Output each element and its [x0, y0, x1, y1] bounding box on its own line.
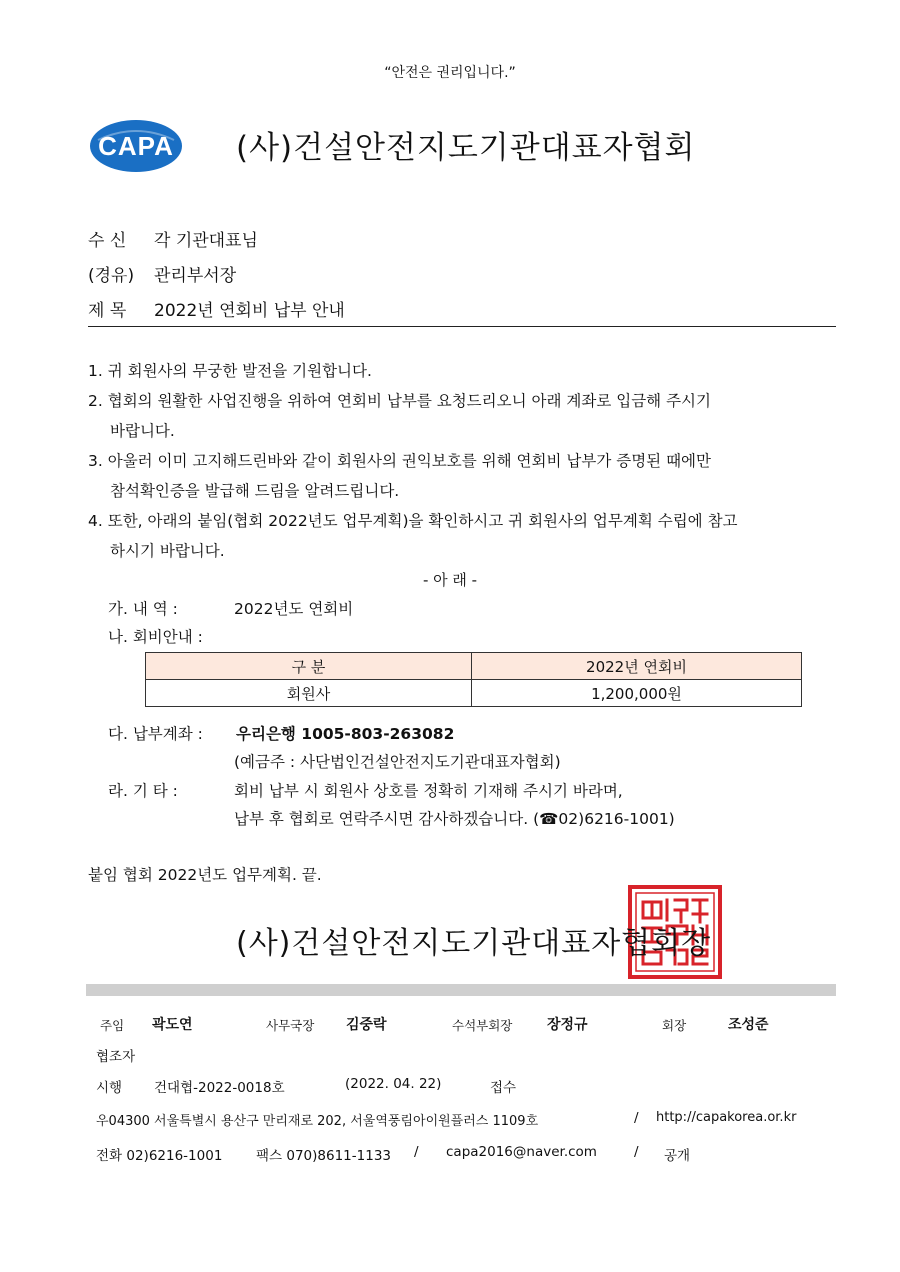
enforce-number: 건대협-2022-0018호 — [154, 1080, 285, 1096]
logo-text: CAPA — [98, 131, 174, 161]
enforce-label: 시행 — [96, 1080, 123, 1096]
item-ra-line-2: 납부 후 협회로 연락주시면 감사하겠습니다. (☎02)6216-1001) — [234, 810, 675, 828]
homepage-link[interactable]: http://capakorea.or.kr — [656, 1110, 797, 1125]
bank-account: 우리은행 1005-803-263082 — [236, 725, 455, 743]
signer-role: 주임 — [100, 1018, 125, 1033]
attachment-note: 붙임 협회 2022년도 업무계획. 끝. — [88, 866, 322, 884]
fee-table-header-fee: 2022년 연회비 — [472, 653, 802, 680]
fee-table — [145, 652, 802, 707]
details-heading: - 아 래 - — [422, 571, 478, 589]
cooperator-label: 협조자 — [96, 1049, 136, 1065]
subject: 2022년 연회비 납부 안내 — [154, 301, 345, 321]
item-ga-value: 2022년도 연회비 — [234, 600, 354, 618]
signer-name: 김중락 — [346, 1017, 387, 1033]
signer-role: 사무국장 — [266, 1018, 315, 1033]
disclosure-status: 공개 — [664, 1148, 691, 1164]
subject-label: 제 목 — [88, 301, 127, 321]
separator: / — [634, 1144, 639, 1160]
item-ra-line-1: 회비 납부 시 회원사 상호를 정확히 기재해 주시기 바라며, — [234, 782, 623, 800]
signer-name: 조성준 — [728, 1017, 769, 1033]
address: 우04300 서울특별시 용산구 만리재로 202, 서울역풍림아이원플러스 1109호 — [96, 1114, 539, 1129]
fax-number: 팩스 070)8611-1133 — [256, 1148, 391, 1164]
paragraph-4-line-2: 하시기 바랍니다. — [110, 542, 225, 560]
via: 관리부서장 — [154, 266, 237, 286]
fee-table-header-category: 구 분 — [146, 653, 472, 680]
recipient-label: 수 신 — [88, 231, 127, 251]
header-divider — [88, 326, 836, 327]
footer-divider-bar — [86, 984, 836, 996]
paragraph-1: 1. 귀 회원사의 무궁한 발전을 기원합니다. — [88, 362, 372, 380]
signer-role: 회장 — [662, 1018, 687, 1033]
via-label: (경유) — [88, 266, 135, 286]
signer-role: 수석부회장 — [452, 1018, 513, 1033]
fee-table-cell-category: 회원사 — [146, 680, 472, 707]
item-da-label: 다. 납부계좌 : — [108, 725, 203, 743]
capa-logo — [88, 118, 184, 174]
paragraph-4-line-1: 4. 또한, 아래의 붙임(협회 2022년도 업무계획)을 확인하시고 귀 회원사의 업무계획 수립에 참고 — [88, 512, 738, 530]
item-na-label: 나. 회비안내 : — [108, 628, 203, 646]
org-title: (사)건설안전지도기관대표자협회 — [236, 130, 696, 166]
receive-label: 접수 — [490, 1080, 517, 1096]
enforce-date: (2022. 04. 22) — [345, 1076, 442, 1092]
phone-number: 전화 02)6216-1001 — [96, 1148, 223, 1164]
recipient: 각 기관대표님 — [154, 231, 258, 251]
signer-name: 곽도연 — [152, 1017, 193, 1033]
email-link[interactable]: capa2016@naver.com — [446, 1144, 597, 1160]
table-row — [146, 680, 802, 707]
paragraph-3-line-1: 3. 아울러 이미 고지해드린바와 같이 회원사의 권익보호를 위해 연회비 납부가 증명된 때에만 — [88, 452, 711, 470]
separator: / — [634, 1110, 639, 1126]
president-title: (사)건설안전지도기관대표자협회장 — [236, 926, 712, 961]
item-ra-label: 라. 기 타 : — [108, 782, 178, 800]
account-holder: (예금주 : 사단법인건설안전지도기관대표자협회) — [234, 753, 561, 771]
paragraph-3-line-2: 참석확인증을 발급해 드림을 알려드립니다. — [110, 482, 400, 500]
separator: / — [414, 1144, 419, 1160]
fee-table-header-row — [146, 653, 802, 680]
slogan: “안전은 권리입니다.” — [384, 65, 516, 81]
item-ga-label: 가. 내 역 : — [108, 600, 178, 618]
fee-table-cell-fee: 1,200,000원 — [472, 680, 802, 707]
signer-name: 장정규 — [547, 1017, 588, 1033]
paragraph-2-line-2: 바랍니다. — [110, 422, 175, 440]
paragraph-2-line-1: 2. 협회의 원활한 사업진행을 위하여 연회비 납부를 요청드리오니 아래 계좌로 입금해 주시기 — [88, 392, 711, 410]
